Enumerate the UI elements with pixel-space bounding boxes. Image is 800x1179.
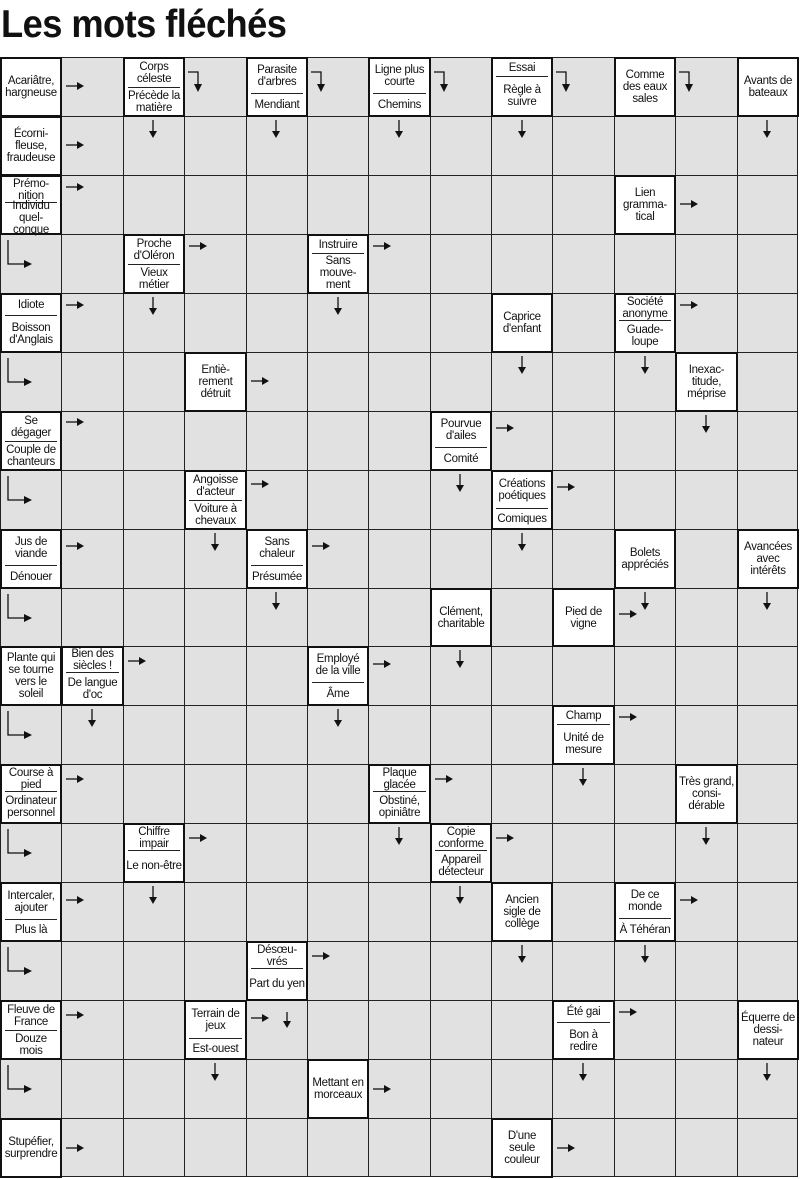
clue-text: Ordinateur personnel: [5, 795, 57, 819]
clue-cell: [491, 882, 553, 942]
arrow-right-icon: [680, 895, 698, 905]
clue-cell: [61, 646, 124, 706]
clue-text: Plaque glacée: [382, 766, 417, 791]
clue-cell: [307, 1059, 369, 1119]
clue-text: Pied de vigne: [565, 605, 602, 630]
clue-cell: [0, 57, 62, 117]
clue-text: Le non-être: [126, 860, 182, 872]
clue-cell: [430, 411, 492, 471]
clue-cell: [0, 411, 62, 471]
clue-text: Dénouer: [9, 570, 52, 583]
arrow-right-icon: [66, 774, 84, 784]
page-title: Les mots fléchés: [1, 3, 287, 46]
clue-text: Jus de viande: [14, 536, 48, 560]
arrow-right-icon: [557, 1143, 575, 1153]
clue-cell: [491, 293, 553, 353]
arrow-elbow-right-icon: [7, 829, 37, 859]
arrow-down-icon: [517, 356, 527, 374]
arrow-down-icon: [148, 297, 158, 315]
arrow-right-down-icon: [679, 71, 695, 93]
clue-cell: [246, 941, 308, 1001]
arrow-elbow-right-icon: [7, 711, 37, 741]
arrow-down-icon: [271, 120, 281, 138]
arrow-down-icon: [517, 945, 527, 963]
clue-text: Douze mois: [15, 1032, 47, 1057]
arrow-right-icon: [496, 833, 514, 843]
arrow-elbow-right-icon: [7, 594, 37, 624]
arrow-down-icon: [455, 650, 465, 668]
grid-line-horizontal: [0, 1000, 798, 1001]
clue-text: Société anonyme: [622, 295, 668, 320]
clue-cell: [184, 352, 247, 412]
clue-text: Terrain de jeux: [191, 1008, 240, 1032]
arrow-down-icon: [455, 474, 465, 492]
clue-text: Sans chaleur: [259, 536, 295, 560]
arrow-right-icon: [251, 479, 269, 489]
clue-text: Fleuve de France: [7, 1004, 55, 1028]
arrow-elbow-right-icon: [7, 947, 37, 977]
arrow-down-icon: [333, 297, 343, 315]
clue-cell: [246, 57, 308, 117]
arrow-down-icon: [148, 886, 158, 904]
clue-text: Idiote: [17, 299, 45, 311]
clue-cell: [675, 352, 738, 412]
clue-text: Champ: [565, 709, 602, 722]
clue-text: Vieux métier: [138, 266, 170, 291]
arrow-right-icon: [66, 1010, 84, 1020]
clue-text: Précède la matière: [128, 89, 180, 114]
arrow-right-icon: [619, 609, 637, 619]
clue-text: Copie conforme: [438, 825, 484, 850]
clue-cell: [307, 234, 369, 294]
grid-line-horizontal: [0, 941, 798, 942]
arrow-elbow-right-icon: [7, 240, 37, 270]
arrow-down-icon: [762, 1063, 772, 1081]
grid-line-horizontal: [0, 588, 798, 589]
clue-cell: [491, 1118, 553, 1178]
arrow-right-icon: [312, 541, 330, 551]
clue-text: Inexac-titude, méprise: [687, 364, 726, 400]
arrow-right-icon: [251, 376, 269, 386]
arrow-right-icon: [66, 541, 84, 551]
clue-cell: [430, 588, 492, 647]
clue-text: Avants de bateaux: [743, 75, 793, 99]
clue-cell: [614, 293, 676, 353]
arrow-right-down-icon: [434, 71, 450, 93]
arrow-down-icon: [87, 709, 97, 727]
arrow-down-icon: [282, 1012, 292, 1028]
arrow-down-icon: [394, 120, 404, 138]
clue-text: Créations poétiques: [498, 478, 546, 502]
arrow-down-icon: [148, 120, 158, 138]
grid-line-vertical: [123, 57, 124, 1177]
clue-text: Voiture à chevaux: [194, 502, 237, 527]
clue-text: Employé de la ville: [315, 653, 361, 677]
clue-text: Chemins: [377, 98, 422, 111]
clue-cell: [491, 470, 553, 530]
clue-cell: [0, 175, 62, 235]
clue-text: Plante qui se tourne vers le soleil: [6, 652, 56, 700]
arrow-down-icon: [701, 415, 711, 433]
clue-cell: [491, 57, 553, 117]
clue-text: Parasite d'arbres: [257, 64, 297, 88]
clue-cell: [123, 57, 185, 117]
clue-cell: [430, 823, 492, 883]
arrow-right-icon: [251, 1013, 269, 1023]
clue-cell: [0, 646, 62, 706]
arrow-right-icon: [189, 833, 207, 843]
grid-line-horizontal: [0, 1176, 798, 1177]
clue-text: Avancées avec intérêts: [744, 541, 792, 577]
clue-cell: [184, 1000, 247, 1060]
clue-text: De langue d'oc: [67, 676, 118, 701]
clue-text: Course à pied: [8, 766, 54, 791]
clue-text: Bien des siècles !: [71, 648, 114, 672]
clue-text: Proche d'Oléron: [133, 238, 175, 262]
grid-line-horizontal: [0, 293, 798, 294]
clue-cell: [184, 470, 247, 530]
clue-cell: [552, 1000, 615, 1060]
clue-text: Unité de mesure: [563, 732, 604, 756]
grid-line-horizontal: [0, 470, 798, 471]
clue-cell: [123, 823, 185, 883]
clue-text: Bolets appréciés: [621, 547, 669, 571]
clue-cell: [614, 175, 676, 235]
grid-line-horizontal: [0, 175, 798, 176]
grid-line-horizontal: [0, 1118, 798, 1119]
clue-text: Présumée: [251, 570, 302, 583]
arrow-right-down-icon: [188, 71, 204, 93]
clue-text: Mettant en morceaux: [312, 1077, 364, 1101]
clue-text: Comme des eaux sales: [622, 69, 668, 105]
clue-cell: [675, 764, 738, 824]
arrow-right-icon: [373, 1084, 391, 1094]
clue-text: Ligne plus courte: [374, 64, 425, 88]
clue-text: Caprice d'enfant: [502, 311, 542, 335]
arrow-right-down-icon: [556, 71, 572, 93]
clue-text: Lien gramma-tical: [623, 187, 667, 223]
arrow-right-icon: [189, 241, 207, 251]
arrow-down-icon: [640, 592, 650, 610]
clue-cell: [614, 57, 676, 117]
clue-cell: [0, 293, 62, 353]
grid-line-vertical: [368, 57, 369, 1177]
grid-line-horizontal: [0, 529, 798, 530]
arrow-elbow-right-icon: [7, 358, 37, 388]
arrow-right-icon: [312, 951, 330, 961]
arrow-right-down-icon: [311, 71, 327, 93]
clue-cell: [0, 1118, 62, 1178]
clue-text: Bon à redire: [569, 1028, 598, 1053]
arrow-down-icon: [394, 827, 404, 845]
clue-text: Prémo-nition: [13, 177, 49, 202]
clue-cell: [552, 588, 615, 647]
clue-cell: [614, 529, 676, 589]
clue-text: Couple de chanteurs: [6, 443, 56, 468]
clue-text: Essai: [508, 61, 536, 74]
arrow-down-icon: [701, 827, 711, 845]
grid-line-horizontal: [0, 1059, 798, 1060]
clue-text: Appareil détecteur: [438, 854, 484, 878]
clue-text: Entiè-rement détruit: [198, 364, 233, 400]
arrow-down-icon: [578, 768, 588, 786]
arrow-right-icon: [128, 656, 146, 666]
grid-line-horizontal: [0, 882, 798, 883]
arrow-down-icon: [762, 592, 772, 610]
arrow-down-icon: [455, 886, 465, 904]
clue-text: Plus là: [14, 924, 48, 936]
arrow-down-icon: [210, 1063, 220, 1081]
clue-text: Écorni-fleuse, fraudeuse: [6, 128, 56, 164]
arrow-down-icon: [762, 120, 772, 138]
clue-text: D'une seule couleur: [504, 1130, 540, 1166]
arrow-down-icon: [578, 1063, 588, 1081]
arrow-right-icon: [619, 1007, 637, 1017]
arrow-elbow-right-icon: [7, 476, 37, 506]
arrow-down-icon: [210, 533, 220, 551]
clue-text: Mendiant: [254, 98, 300, 111]
clue-text: Âme: [326, 687, 350, 700]
clue-cell: [737, 529, 799, 589]
arrow-elbow-right-icon: [7, 1065, 37, 1095]
grid-line-horizontal: [0, 234, 798, 235]
clue-cell: [123, 234, 185, 294]
arrow-right-icon: [66, 182, 84, 192]
clue-text: Acariâtre, hargneuse: [5, 75, 57, 99]
arrow-right-icon: [680, 300, 698, 310]
clue-text: Corps céleste: [136, 61, 172, 85]
clue-text: Sans mouve-ment: [319, 255, 357, 291]
arrow-right-icon: [66, 140, 84, 150]
clue-cell: [737, 1000, 799, 1060]
clue-text: Équerre de dessi-nateur: [741, 1012, 795, 1048]
clue-text: De ce monde: [628, 889, 662, 913]
clue-cell: [368, 764, 431, 824]
arrow-down-icon: [271, 592, 281, 610]
clue-text: Individu quel-conque: [12, 200, 50, 236]
grid-line-vertical: [307, 57, 308, 1177]
arrow-right-icon: [619, 712, 637, 722]
arrow-down-icon: [640, 356, 650, 374]
clue-cell: [737, 57, 799, 117]
arrow-right-icon: [66, 1143, 84, 1153]
clue-cell: [0, 764, 62, 824]
clue-text: Boisson d'Anglais: [9, 321, 53, 346]
arrow-right-icon: [66, 300, 84, 310]
arrow-right-icon: [680, 199, 698, 209]
clue-cell: [246, 529, 308, 589]
arrow-down-icon: [517, 120, 527, 138]
clue-text: Pourvue d'ailes: [440, 418, 482, 442]
crossword-grid[interactable]: [0, 57, 798, 1177]
arrow-right-icon: [66, 81, 84, 91]
clue-text: Règle à suivre: [503, 84, 541, 108]
arrow-right-icon: [373, 659, 391, 669]
arrow-right-icon: [66, 895, 84, 905]
arrow-right-icon: [496, 423, 514, 433]
clue-text: Obstiné, opiniâtre: [378, 795, 421, 819]
clue-cell: [0, 529, 62, 589]
clue-cell: [368, 57, 431, 117]
clue-cell: [0, 116, 62, 176]
arrow-right-icon: [373, 241, 391, 251]
arrow-down-icon: [333, 709, 343, 727]
arrow-down-icon: [517, 533, 527, 551]
clue-text: À Téhéran: [619, 923, 671, 936]
clue-text: Part du yen: [249, 978, 305, 990]
clue-text: Se dégager: [10, 415, 52, 439]
clue-cell: [307, 646, 369, 706]
clue-cell: [0, 1000, 62, 1060]
clue-text: Très grand, consi-dérable: [678, 776, 735, 812]
clue-text: Clément, charitable: [437, 605, 485, 630]
clue-cell: [614, 882, 676, 942]
clue-text: Désœu-vrés: [257, 943, 297, 968]
clue-text: Guade-loupe: [626, 324, 664, 348]
clue-text: Ancien sigle de collège: [503, 894, 541, 930]
arrow-right-icon: [435, 774, 453, 784]
clue-text: Comiques: [497, 512, 547, 525]
clue-text: Stupéfier, surprendre: [4, 1136, 58, 1160]
arrow-down-icon: [640, 945, 650, 963]
arrow-right-icon: [66, 417, 84, 427]
arrow-right-icon: [557, 482, 575, 492]
clue-text: Été gai: [566, 1006, 601, 1018]
clue-text: Instruire: [318, 238, 358, 251]
clue-text: Intercaler, ajouter: [7, 889, 55, 914]
clue-text: Est-ouest: [192, 1042, 239, 1055]
clue-text: Chiffre impair: [138, 825, 170, 850]
clue-cell: [552, 705, 615, 765]
clue-text: Comité: [443, 452, 479, 465]
clue-cell: [0, 882, 62, 942]
clue-text: Angoisse d'acteur: [193, 474, 238, 498]
